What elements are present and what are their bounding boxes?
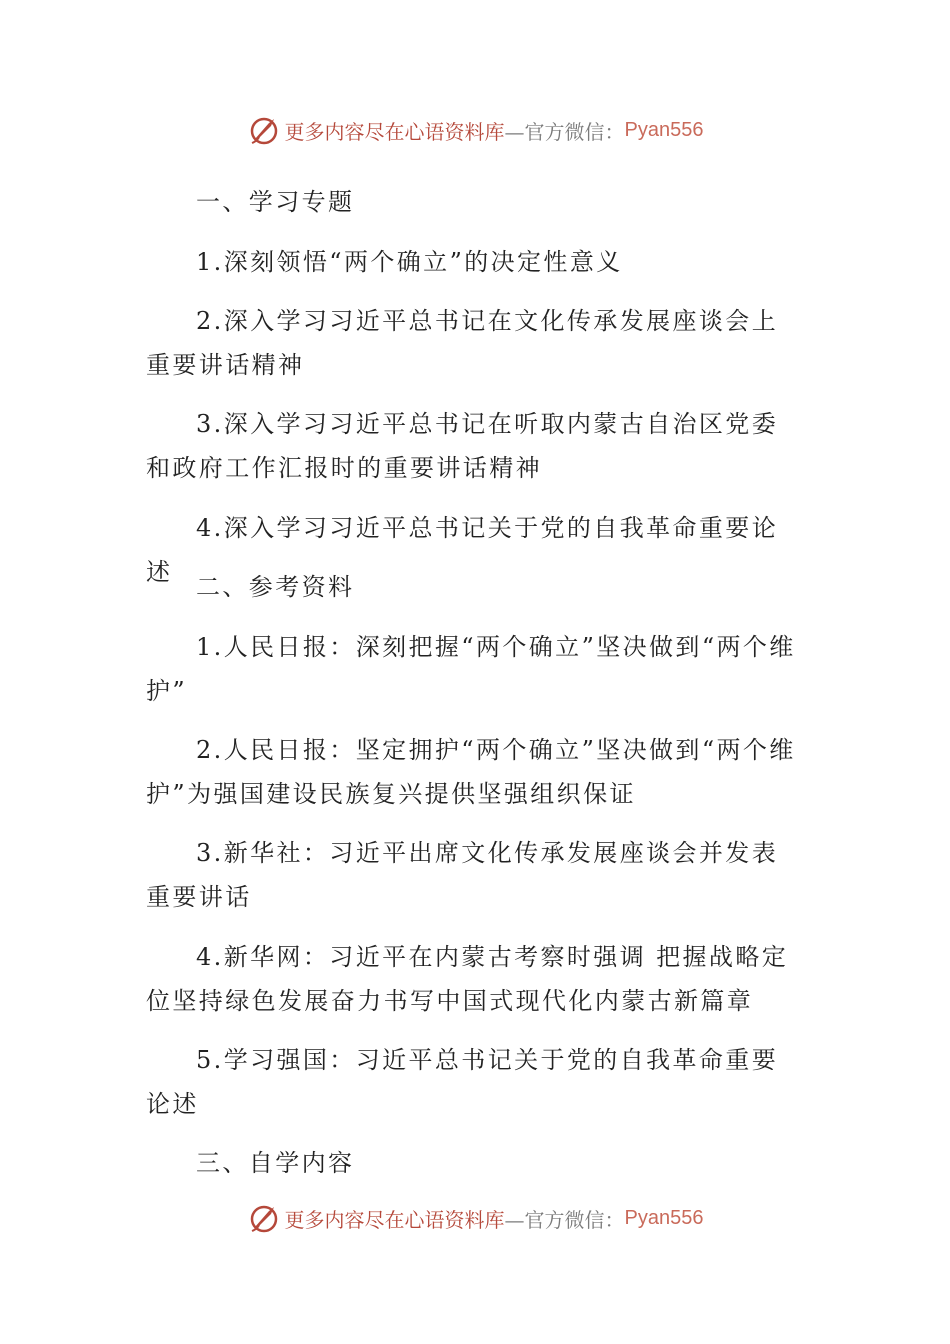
list-item: 4.深入学习习近平总书记关于党的自我革命重要论述 [146, 514, 779, 586]
banner-main-text: 更多内容尽在心语资料库 [284, 119, 505, 144]
banner-dash-text: —官方微信： [504, 1207, 625, 1232]
banner-dash-text: —官方微信： [504, 119, 625, 144]
list-item: 2.人民日报：坚定拥护“两个确立”坚决做到“两个维护”为强国建设民族复兴提供坚强组织保证 [146, 736, 796, 808]
list-item: 1.人民日报：深刻把握“两个确立”坚决做到“两个维护” [146, 633, 796, 705]
footer-watermark-banner [0, 1198, 950, 1238]
list-item: 4.新华网：习近平在内蒙古考察时强调 把握战略定位坚持绿色发展奋力书写中国式现代化内蒙古新篇章 [146, 943, 789, 1015]
section-heading-self-study: 三、自学内容 [196, 1149, 355, 1177]
list-item: 1.深刻领悟“两个确立”的决定性意义 [196, 248, 623, 276]
list-item: 5.学习强国：习近平总书记关于党的自我革命重要论述 [146, 1046, 779, 1118]
list-item: 3.新华社：习近平出席文化传承发展座谈会并发表重要讲话 [146, 839, 779, 911]
list-item: 2.深入学习习近平总书记在文化传承发展座谈会上重要讲话精神 [146, 307, 779, 379]
quill-pen-logo-icon [247, 113, 281, 147]
header-watermark-banner [0, 110, 950, 150]
section-heading-references: 二、参考资料 [196, 573, 355, 601]
list-item: 3.深入学习习近平总书记在听取内蒙古自治区党委和政府工作汇报时的重要讲话精神 [146, 410, 779, 482]
section-heading-study-topics: 一、学习专题 [196, 188, 355, 216]
banner-wechat-id: Pyan556 [624, 1206, 704, 1229]
banner-main-text: 更多内容尽在心语资料库 [284, 1207, 505, 1232]
banner-wechat-id: Pyan556 [624, 118, 704, 141]
quill-pen-logo-icon [247, 1201, 281, 1235]
